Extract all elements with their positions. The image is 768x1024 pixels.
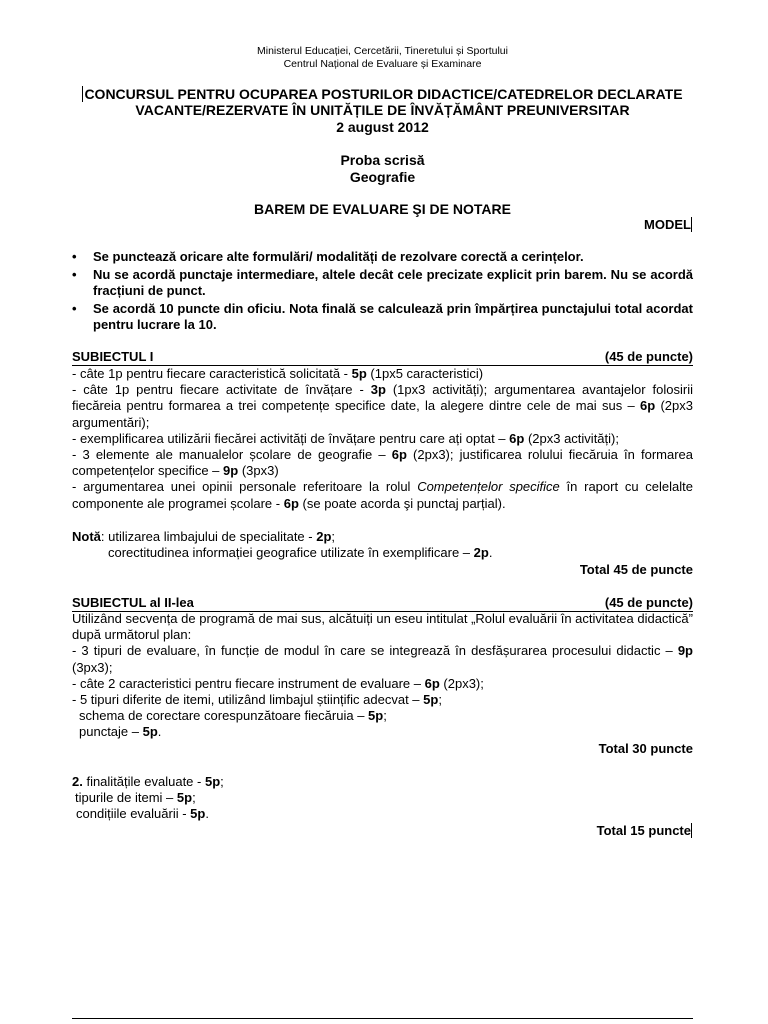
model-label-text: MODEL [644,217,691,232]
criterion: - câte 1p pentru fiecare activitate de învățare - 3p (1px3 activități); argumentarea avantajelor folosirii fiecăreia pentru formarea a trei competențe specifice date, la alegere dintre cele de mai sus – 6p (2px3 argumentări); [72,382,693,430]
barem-title: BAREM DE EVALUARE ŞI DE NOTARE [254,201,511,217]
subject-1-label: SUBIECTUL I [72,349,154,364]
subject-2-intro: Utilizând secvența de programă de mai sus, alcătuiți un eseu intitulat „Rolul evaluării în activitatea didactică” după următorul plan: [72,611,693,643]
rule-item: • Se acordă 10 puncte din oficiu. Nota finală se calculează prin împărțirea punctajului total acordat pentru lucrare la 10. [72,301,693,333]
criterion: - 5 tipuri diferite de itemi, utilizând limbajul științific adecvat – 5p; [72,692,442,708]
subject-1-total: Total 45 de puncte [579,562,693,577]
subject-1-heading [72,349,693,366]
subject-1-criteria [72,366,693,512]
center-header: Centrul Național de Evaluare și Examinare [283,58,482,70]
subject-2-total-2-text: Total 15 puncte [596,823,691,838]
footer-divider [72,1018,693,1019]
rule-item: • Se punctează oricare alte formulări/ modalități de rezolvare corectă a cerințelor. [72,249,693,265]
subject-1-note: Notă: utilizarea limbajului de specialitate - 2p; corectitudinea informației geografice utilizate în exemplificare – 2p. [72,529,493,561]
criterion: - 3 tipuri de evaluare, în funcție de modul în care se integrează în desfășurarea procesului didactic – 9p (3px3); [72,643,693,675]
subject-2-criteria [72,611,693,741]
criterion: - 3 elemente ale manualelor școlare de geografie – 6p (2px3); justificarea rolului fiecăruia în formarea competențelor specifice – 9p (3px3) [72,447,693,479]
text-cursor-3 [691,823,693,838]
rule-item: • Nu se acordă punctaje intermediare, altele decât cele precizate explicit prin barem. Nu se acordă fracțiuni de punct. [72,267,693,299]
ministry-header: Ministerul Educației, Cercetării, Tineretului și Sportului [257,45,508,57]
subject-2-points: (45 de puncte) [604,595,693,610]
document-page [72,0,693,1024]
question-number: 2. [72,774,83,789]
subject-2-label: SUBIECTUL al II-lea [72,595,194,610]
exam-type: Proba scrisă [340,152,425,168]
subject-2-heading [72,595,693,612]
title-line-1 [72,86,693,102]
title-line-2: VACANTE/REZERVATE ÎN UNITĂȚILE DE ÎNVĂȚĂMÂNT PREUNIVERSITAR [135,102,630,118]
criterion: - câte 1p pentru fiecare caracteristică solicitată - 5p (1px5 caracteristici) [72,366,484,381]
criterion: punctaje – 5p. [79,724,162,740]
model-label [644,217,693,232]
criterion: - câte 2 caracteristici pentru fiecare instrument de evaluare – 6p (2px3); [72,675,484,691]
subject-2-total-1: Total 30 puncte [598,741,693,756]
grading-rules [72,249,693,335]
text-cursor-2 [691,217,693,232]
criterion: schema de corectare corespunzătoare fiecăruia – 5p; [79,708,387,724]
title-line-1-text: CONCURSUL PENTRU OCUPAREA POSTURILOR DIDACTICE/CATEDRELOR DECLARATE [84,86,683,102]
subject-2-total-2 [597,823,693,838]
subject-2-question-2: 2. finalitățile evaluate - 5p; tipurile de itemi – 5p; condițiile evaluării - 5p. [72,774,224,822]
subject-1-points: (45 de puncte) [604,349,693,364]
criterion: - argumentarea unei opinii personale referitoare la rolul Competențelor specifice în raport cu celelalte componente ale programei școlare - 6p (se poate acorda şi punctaj parțial). [72,479,693,511]
exam-subject: Geografie [349,169,416,185]
criterion: - exemplificarea utilizării fiecărei activități de învățare pentru care ați optat – 6p (2px3 activități); [72,430,619,446]
note-label: Notă [72,529,101,544]
exam-date: 2 august 2012 [336,119,429,135]
